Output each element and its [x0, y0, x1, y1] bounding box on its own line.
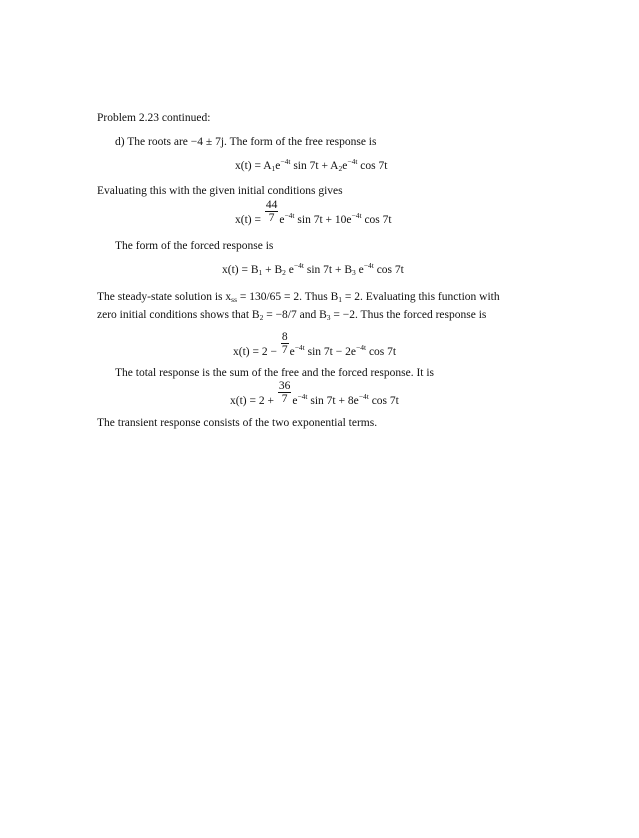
steady-state-line-1	[97, 290, 500, 304]
fraction	[281, 331, 289, 356]
evaluated-equation	[235, 201, 392, 226]
intro-post: . The form of the free response is	[224, 136, 377, 148]
eq-lhs: x(t) = 2 +	[230, 395, 277, 407]
eq-sub: 1	[258, 268, 263, 277]
eq-sup: −4t	[294, 343, 305, 352]
eq-sup: −4t	[358, 392, 369, 401]
eq-mid: sin 7t + 10e	[294, 214, 352, 226]
text-run: The steady-state solution is x	[97, 291, 232, 303]
eq-sub: ss	[231, 295, 237, 304]
eq-sub: 1	[271, 164, 276, 173]
eq-mid: sin 7t + B	[303, 264, 353, 276]
eq-tail: cos 7t	[373, 264, 404, 276]
eq-sub: 2	[259, 313, 264, 322]
eq-tail: cos 7t	[357, 160, 388, 172]
eq-lhs: x(t) = A	[235, 160, 272, 172]
fraction-numerator: 44	[265, 199, 278, 211]
eq-exp-base: e	[275, 160, 281, 172]
eq-sup: −4t	[297, 392, 308, 401]
text-run: zero initial conditions shows that B	[97, 309, 260, 321]
eq-sup: −4t	[363, 261, 374, 270]
forced-form-text: The form of the forced response is	[115, 240, 274, 252]
eq-mid: sin 7t + A	[290, 160, 339, 172]
eq-mid: sin 7t + 8e	[307, 395, 359, 407]
fraction-denominator: 7	[281, 344, 288, 356]
fraction	[265, 199, 279, 224]
eq-sub: 3	[326, 313, 331, 322]
eq-exp-base: e	[342, 160, 348, 172]
eq-sub: 3	[352, 268, 356, 277]
eq-tail: cos 7t	[366, 346, 397, 358]
eq-lhs: x(t) = B	[222, 264, 259, 276]
part-d-intro	[115, 135, 376, 149]
eq-sub: 2	[282, 268, 286, 277]
eq-sup: −4t	[347, 157, 358, 166]
eq-plus: + B	[262, 264, 283, 276]
free-response-equation	[235, 157, 388, 173]
eq-exp-base: e	[355, 264, 364, 276]
text-run: = 2. Evaluating this function with	[342, 291, 500, 303]
eq-sup: −4t	[284, 211, 295, 220]
fraction-numerator: 36	[278, 380, 291, 392]
eq-sub: 2	[338, 164, 343, 173]
total-response-text: The total response is the sum of the free and the forced response. It is	[115, 367, 435, 379]
eq-exp-base: e	[292, 395, 298, 407]
text-run: = 130/65 = 2. Thus B	[237, 291, 339, 303]
eq-tail: cos 7t	[368, 395, 399, 407]
eq-exp-base: e	[279, 214, 285, 226]
eq-sup: −4t	[355, 343, 367, 352]
forced-result-equation	[233, 333, 396, 358]
fraction	[278, 380, 292, 405]
text-run: = −2. Thus the forced response is	[330, 309, 487, 321]
eq-sup: −4t	[351, 211, 362, 220]
steady-state-line-2	[97, 308, 486, 322]
eq-exp-base: e	[285, 264, 294, 276]
fraction-denominator: 7	[268, 212, 275, 224]
eq-lhs: x(t) = 2 −	[233, 346, 280, 358]
eq-sub: 1	[338, 295, 343, 304]
eq-sup: −4t	[280, 157, 291, 166]
eq-sup: −4t	[293, 261, 304, 270]
problem-heading: Problem 2.23 continued:	[97, 112, 211, 124]
total-response-equation	[230, 382, 399, 407]
eq-tail: cos 7t	[361, 214, 392, 226]
evaluating-text: Evaluating this with the given initial conditions gives	[97, 185, 343, 197]
fraction-denominator: 7	[281, 393, 288, 405]
fraction-numerator: 8	[281, 331, 288, 343]
text-run: = −8/7 and B	[263, 309, 327, 321]
forced-form-equation	[222, 261, 404, 277]
eq-mid: sin 7t − 2e	[304, 346, 356, 358]
intro-pre: d) The roots are	[115, 136, 191, 148]
transient-text: The transient response consists of the two exponential terms.	[97, 417, 378, 429]
eq-lhs: x(t) =	[235, 214, 264, 226]
roots-value: −4 ± 7j	[190, 136, 225, 148]
eq-exp-base: e	[289, 346, 295, 358]
